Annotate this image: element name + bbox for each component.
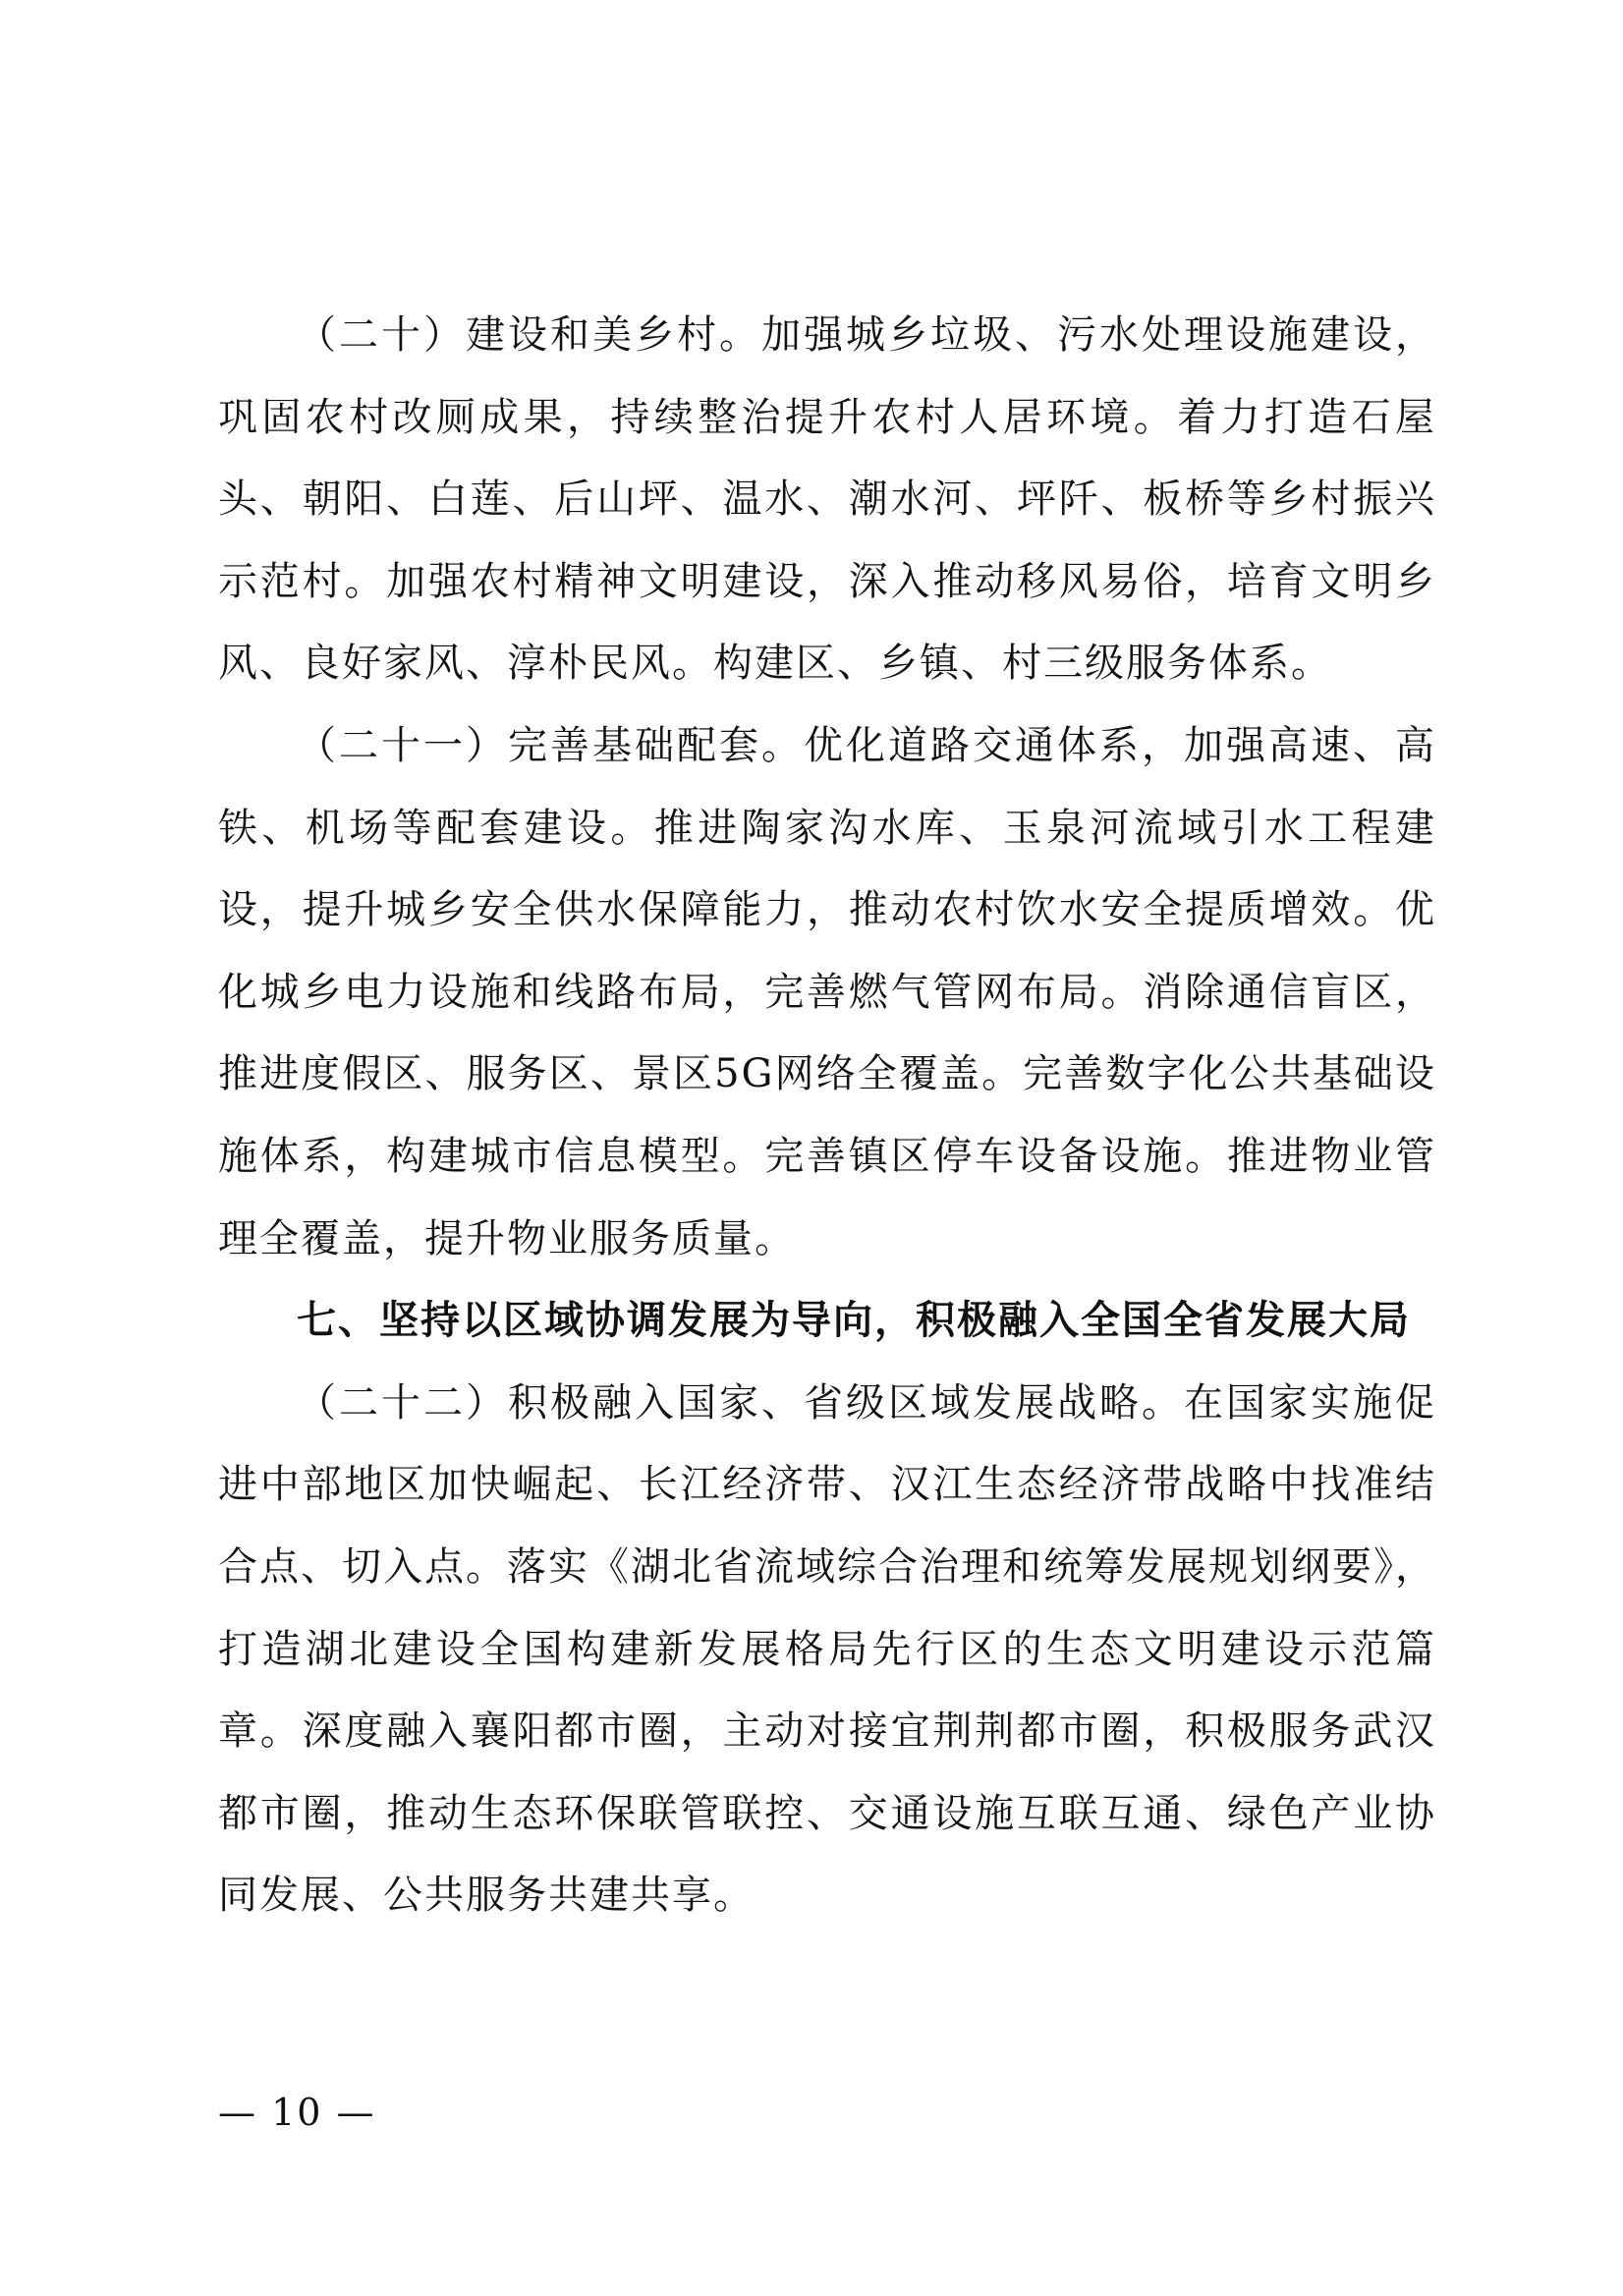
page-number: — 10 — (218, 2091, 376, 2134)
document-body (218, 295, 1436, 1937)
section-heading-7: 七、坚持以区域协调发展为导向，积极融入全国全省发展大局 (297, 1298, 1411, 1344)
paragraph-21: （二十一）完善基础配套。优化道路交通体系，加强高速、高铁、机场等配套建设。推进陶家沟水库、玉泉河流域引水工程建设，提升城乡安全供水保障能力，推动农村饮水安全提质增效。优化城乡电力设施和线路布局，完善燃气管网布局。消除通信盲区，推进度假区、服务区、景区5G网络全覆盖。完善数字化公共基础设施体系，构建城市信息模型。完善镇区停车设备设施。推进物业管理全覆盖，提升物业服务质量。 (218, 722, 1436, 1261)
paragraph-22: （二十二）积极融入国家、省级区域发展战略。在国家实施促进中部地区加快崛起、长江经济带、汉江生态经济带战略中找准结合点、切入点。落实《湖北省流域综合治理和统筹发展规划纲要》，打造湖北建设全国构建新发展格局先行区的生态文明建设示范篇章。深度融入襄阳都市圈，主动对接宜荆荆都市圈，积极服务武汉都市圈，推动生态环保联管联控、交通设施互联互通、绿色产业协同发展、公共服务共建共享。 (218, 1379, 1436, 1919)
paragraph-20: （二十）建设和美乡村。加强城乡垃圾、污水处理设施建设，巩固农村改厕成果，持续整治提升农村人居环境。着力打造石屋头、朝阳、白莲、后山坪、温水、潮水河、坪阡、板桥等乡村振兴示范村。加强农村精神文明建设，深入推动移风易俗，培育文明乡风、良好家风、淳朴民风。构建区、乡镇、村三级服务体系。 (218, 312, 1436, 687)
